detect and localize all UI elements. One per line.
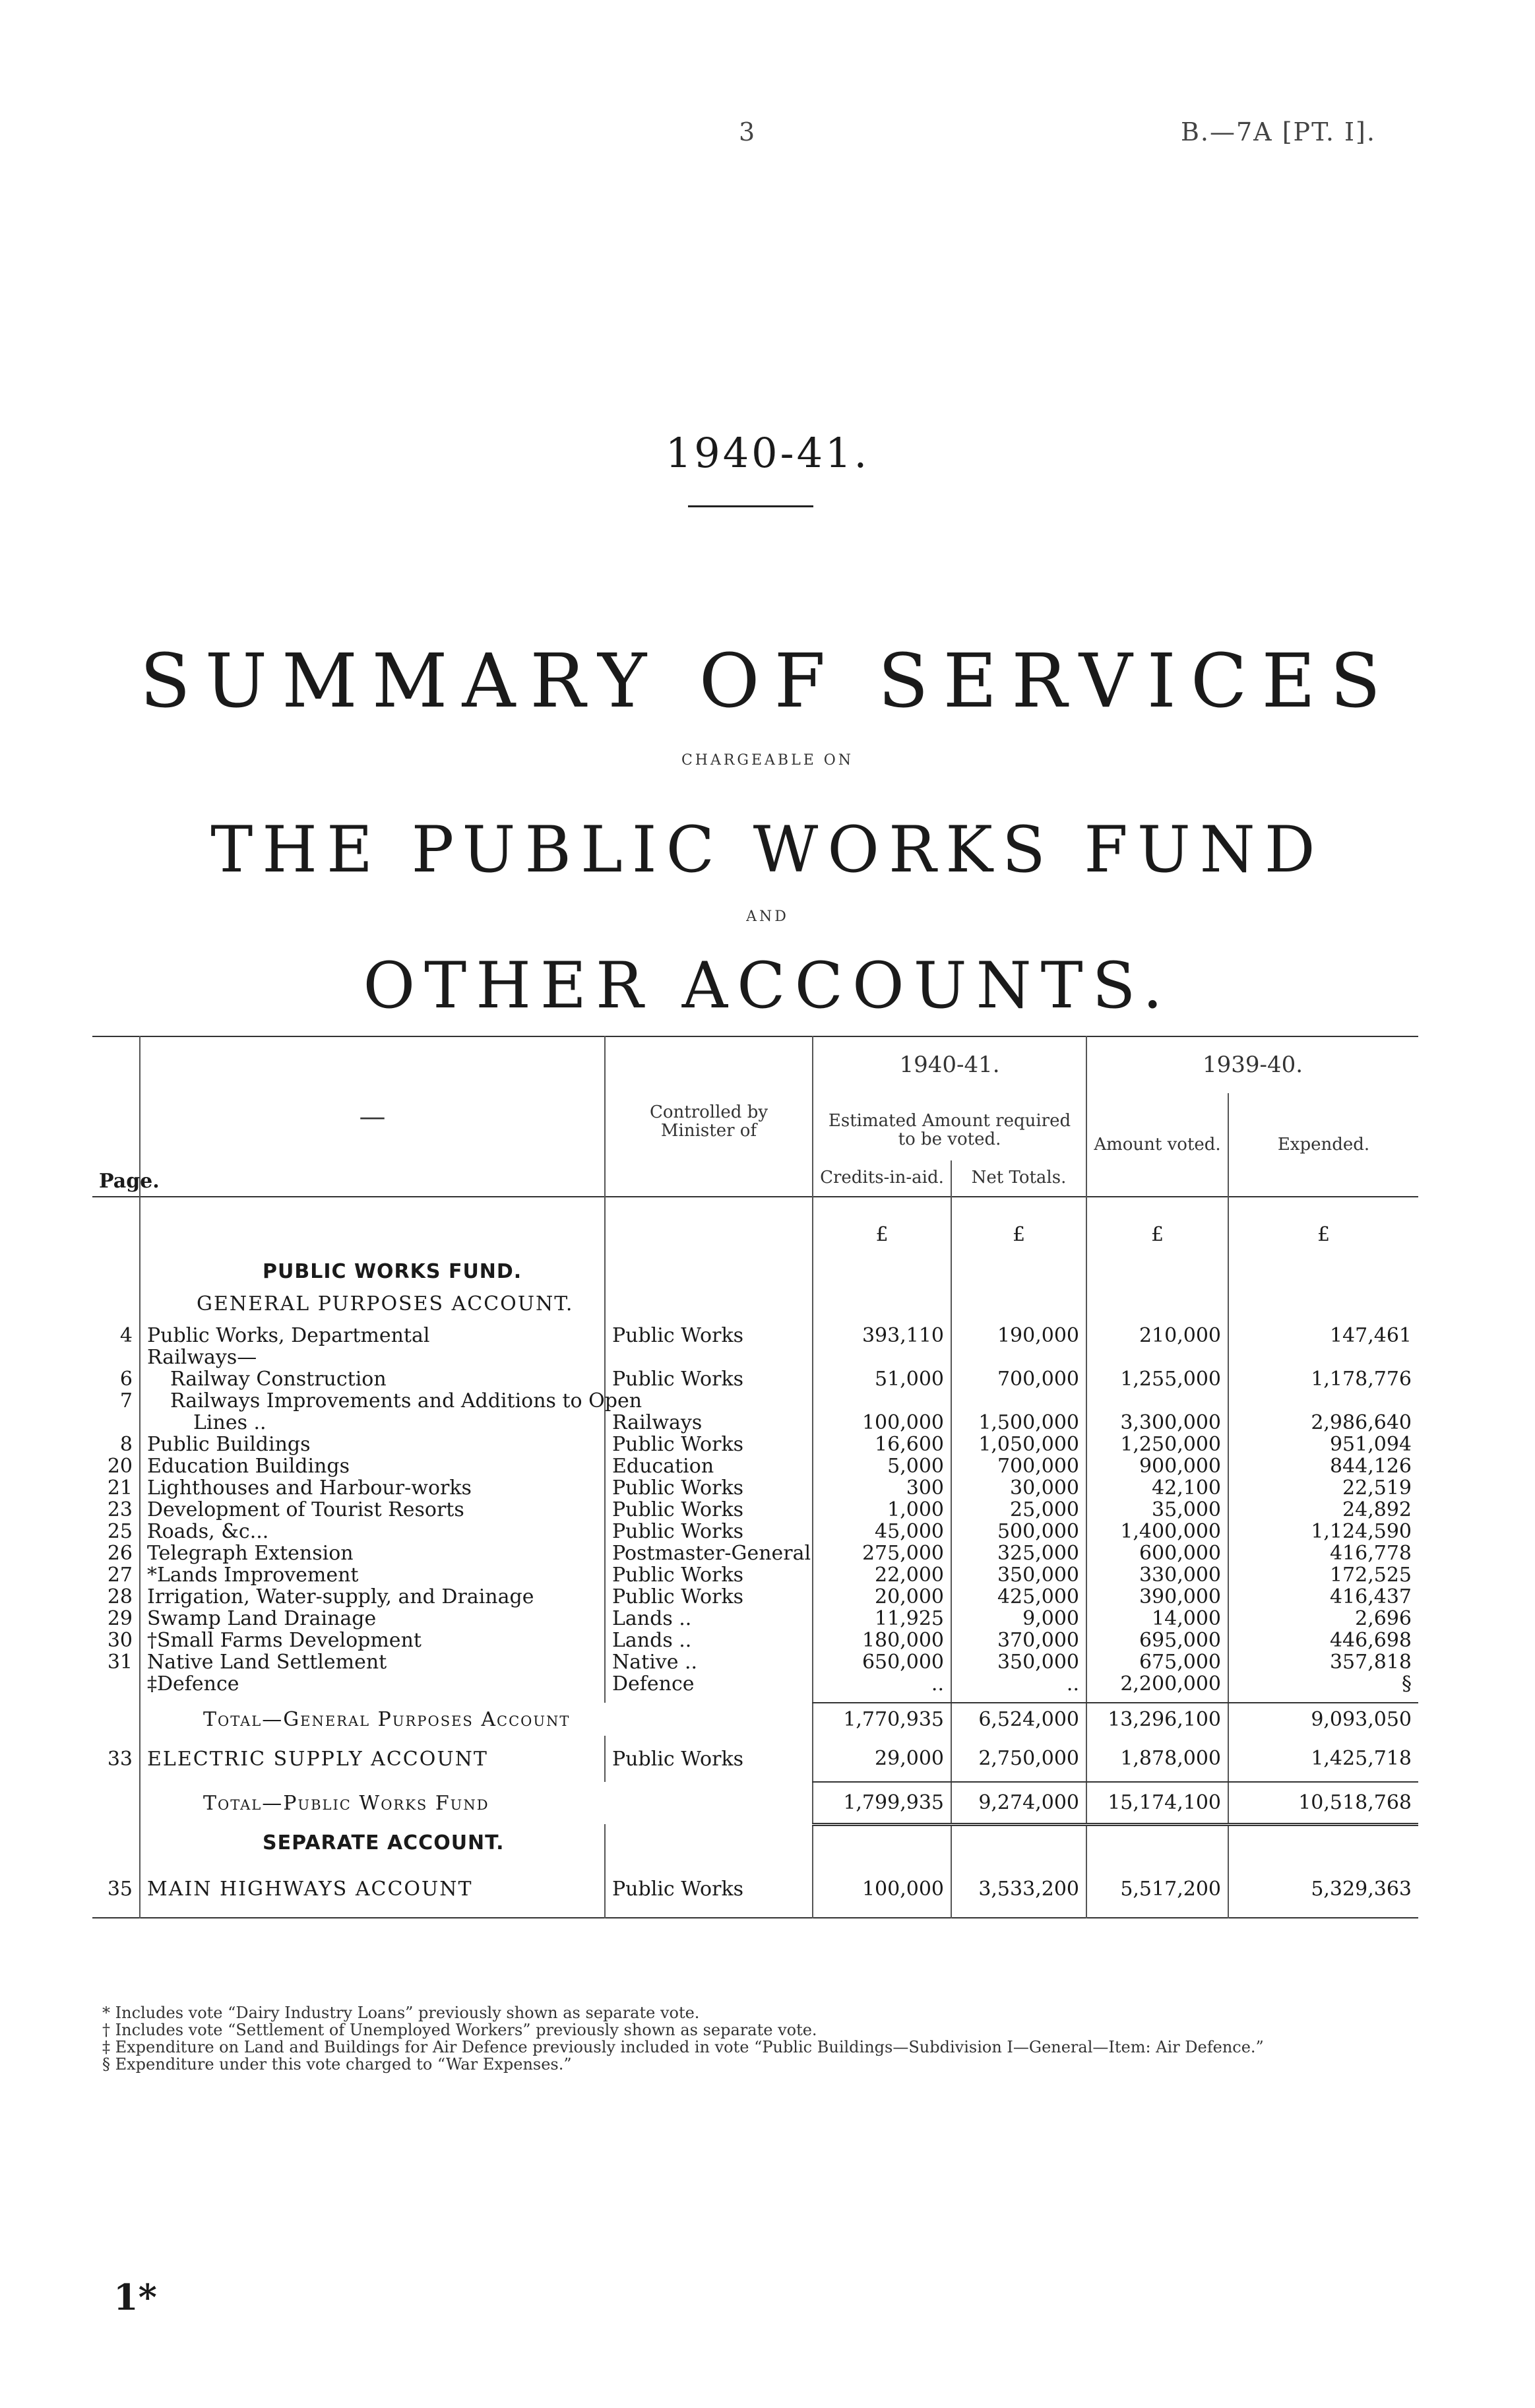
row-net-total: 30,000 (951, 1477, 1086, 1499)
row-minister: Public Works (605, 1434, 813, 1455)
table-row (92, 1477, 1418, 1499)
row-credits: 5,000 (813, 1455, 951, 1477)
row-credits: .. (813, 1673, 951, 1695)
total-gpa-credits: 1,770,935 (813, 1703, 951, 1736)
footnotes (102, 2004, 1408, 2073)
row-net-total: 9,000 (951, 1608, 1086, 1630)
row-net-total: 350,000 (951, 1564, 1086, 1586)
row-minister: Education (605, 1455, 813, 1477)
row-credits: 300 (813, 1477, 951, 1499)
row-page: 30 (107, 1629, 133, 1652)
row-credits: 393,110 (813, 1325, 951, 1347)
row-minister: Lands .. (605, 1608, 813, 1630)
row-net-total: 1,500,000 (951, 1412, 1086, 1434)
row-expended: 446,698 (1228, 1630, 1418, 1651)
highways-minister: Public Works (605, 1861, 813, 1918)
row-expended: 357,818 (1228, 1651, 1418, 1673)
row-net-total: 425,000 (951, 1586, 1086, 1608)
services-table (92, 1036, 1418, 1918)
row-amount-voted: 2,200,000 (1086, 1673, 1228, 1695)
row-minister: Railways (605, 1412, 813, 1434)
title-year: 1940-41. (665, 429, 870, 477)
row-net-total: 325,000 (951, 1542, 1086, 1564)
row-net-total (951, 1347, 1086, 1368)
row-service: Lines .. (140, 1412, 605, 1434)
row-credits: 11,925 (813, 1608, 951, 1630)
row-service: Native Land Settlement (140, 1651, 605, 1673)
title-summary: SUMMARY OF SERVICES (139, 639, 1396, 724)
highways-credits: 100,000 (813, 1861, 951, 1918)
row-credits (813, 1390, 951, 1412)
row-page: 6 (119, 1368, 133, 1391)
row-amount-voted: 390,000 (1086, 1586, 1228, 1608)
row-expended: 1,124,590 (1228, 1521, 1418, 1542)
row-service: Public Works, Departmental (140, 1325, 605, 1347)
currency-expended: £ (1228, 1197, 1418, 1246)
header-service: — (140, 1036, 605, 1197)
row-expended: 24,892 (1228, 1499, 1418, 1521)
row-service: Swamp Land Drainage (140, 1608, 605, 1630)
row-net-total (951, 1390, 1086, 1412)
electric-supply-row (92, 1736, 1418, 1782)
row-expended: 147,461 (1228, 1325, 1418, 1347)
row-amount-voted (1086, 1390, 1228, 1412)
row-amount-voted: 1,255,000 (1086, 1368, 1228, 1390)
table-row (92, 1608, 1418, 1630)
main-highways-row (92, 1861, 1418, 1918)
row-credits: 20,000 (813, 1586, 951, 1608)
row-minister: Defence (605, 1673, 813, 1695)
table-row (92, 1347, 1418, 1368)
page-number: 3 (739, 117, 757, 146)
footnote-4: § Expenditure under this vote charged to “War Expenses.” (102, 2055, 572, 2074)
row-expended: 2,986,640 (1228, 1412, 1418, 1434)
row-service: *Lands Improvement (140, 1564, 605, 1586)
title-accounts: OTHER ACCOUNTS. (363, 949, 1172, 1023)
row-net-total: 350,000 (951, 1651, 1086, 1673)
total-pwf-expended: 10,518,768 (1228, 1782, 1418, 1824)
highways-page: 35 (107, 1878, 133, 1901)
row-minister: Public Works (605, 1499, 813, 1521)
row-page (92, 1412, 140, 1434)
row-page (92, 1347, 140, 1368)
row-expended (1228, 1347, 1418, 1368)
row-amount-voted: 695,000 (1086, 1630, 1228, 1651)
row-amount-voted (1086, 1347, 1228, 1368)
electric-minister: Public Works (605, 1736, 813, 1782)
row-expended: § (1228, 1673, 1418, 1695)
row-net-total: 700,000 (951, 1455, 1086, 1477)
row-minister: Public Works (605, 1521, 813, 1542)
header-minister: Controlled by Minister of (605, 1036, 813, 1197)
total-pwf-voted: 15,174,100 (1086, 1782, 1228, 1824)
row-amount-voted: 210,000 (1086, 1325, 1228, 1347)
row-credits (813, 1347, 951, 1368)
row-expended: 416,437 (1228, 1586, 1418, 1608)
row-page: 28 (107, 1585, 133, 1608)
total-gpa-voted: 13,296,100 (1086, 1703, 1228, 1736)
footnote-3: ‡ Expenditure on Land and Buildings for Air Defence previously included in vote “Public Buildings—Subdivision I—General—Item: Air Defence.” (102, 2038, 1264, 2056)
row-amount-voted: 1,250,000 (1086, 1434, 1228, 1455)
row-page: 21 (107, 1476, 133, 1500)
row-amount-voted: 1,400,000 (1086, 1521, 1228, 1542)
total-gpa-label: Total—General Purposes Account (203, 1707, 571, 1731)
currency-net: £ (951, 1197, 1086, 1246)
table-row (92, 1499, 1418, 1521)
header-amount-voted: Amount voted. (1086, 1093, 1228, 1197)
row-credits: 16,600 (813, 1434, 951, 1455)
row-expended: 416,778 (1228, 1542, 1418, 1564)
row-amount-voted: 675,000 (1086, 1651, 1228, 1673)
row-service: Railway Construction (140, 1368, 605, 1390)
highways-service: MAIN HIGHWAYS ACCOUNT (140, 1861, 605, 1918)
row-expended: 844,126 (1228, 1455, 1418, 1477)
row-service: Railways Improvements and Additions to Open (140, 1390, 605, 1412)
highways-voted: 5,517,200 (1086, 1861, 1228, 1918)
highways-net: 3,533,200 (951, 1861, 1086, 1918)
row-service: ‡Defence (140, 1673, 605, 1695)
row-expended: 2,696 (1228, 1608, 1418, 1630)
general-purposes-rows (92, 1325, 1418, 1695)
row-credits: 1,000 (813, 1499, 951, 1521)
title-rule (688, 505, 813, 507)
title-fund: THE PUBLIC WORKS FUND (210, 813, 1325, 887)
total-pwf-net: 9,274,000 (951, 1782, 1086, 1824)
row-minister (605, 1347, 813, 1368)
row-amount-voted: 35,000 (1086, 1499, 1228, 1521)
row-expended: 22,519 (1228, 1477, 1418, 1499)
table-row (92, 1542, 1418, 1564)
row-net-total: 370,000 (951, 1630, 1086, 1651)
currency-voted: £ (1086, 1197, 1228, 1246)
electric-net: 2,750,000 (951, 1736, 1086, 1782)
row-page: 29 (107, 1607, 133, 1630)
total-gpa-expended: 9,093,050 (1228, 1703, 1418, 1736)
row-service: Education Buildings (140, 1455, 605, 1477)
footnote-2: † Includes vote “Settlement of Unemployed Workers” previously shown as separate vote. (102, 2021, 817, 2039)
row-minister: Public Works (605, 1477, 813, 1499)
table-row (92, 1521, 1418, 1542)
table-row (92, 1390, 1418, 1412)
row-minister: Public Works (605, 1564, 813, 1586)
total-general-purposes-row (92, 1703, 1418, 1736)
row-credits: 650,000 (813, 1651, 951, 1673)
row-expended (1228, 1390, 1418, 1412)
row-service: Telegraph Extension (140, 1542, 605, 1564)
table-row (92, 1673, 1418, 1695)
row-amount-voted: 600,000 (1086, 1542, 1228, 1564)
row-page: 25 (107, 1520, 133, 1543)
row-credits: 45,000 (813, 1521, 951, 1542)
row-service: Public Buildings (140, 1434, 605, 1455)
header-credits: Credits-in-aid. (813, 1160, 951, 1197)
table-row (92, 1455, 1418, 1477)
row-net-total: 700,000 (951, 1368, 1086, 1390)
row-page: 7 (119, 1389, 133, 1412)
total-pwf-label: Total—Public Works Fund (203, 1791, 489, 1815)
title-and: AND (746, 908, 789, 925)
currency-credits: £ (813, 1197, 951, 1246)
section-public-works-fund: PUBLIC WORKS FUND. (263, 1260, 522, 1283)
row-page: 31 (107, 1651, 133, 1674)
table-row (92, 1368, 1418, 1390)
electric-voted: 1,878,000 (1086, 1736, 1228, 1782)
row-amount-voted: 330,000 (1086, 1564, 1228, 1586)
table-row (92, 1651, 1418, 1673)
row-page: 23 (107, 1498, 133, 1521)
table-row (92, 1630, 1418, 1651)
row-minister: Postmaster-General (605, 1542, 813, 1564)
electric-service: ELECTRIC SUPPLY ACCOUNT (140, 1736, 605, 1782)
header-year-prev: 1939-40. (1086, 1036, 1418, 1093)
row-amount-voted: 3,300,000 (1086, 1412, 1228, 1434)
table-row (92, 1325, 1418, 1347)
electric-expended: 1,425,718 (1228, 1736, 1418, 1782)
row-amount-voted: 900,000 (1086, 1455, 1228, 1477)
row-net-total: 25,000 (951, 1499, 1086, 1521)
table-row (92, 1564, 1418, 1586)
row-service: Irrigation, Water-supply, and Drainage (140, 1586, 605, 1608)
row-page: 26 (107, 1542, 133, 1565)
total-public-works-fund-row (92, 1782, 1418, 1824)
header-year-current: 1940-41. (813, 1036, 1086, 1093)
row-minister: Public Works (605, 1368, 813, 1390)
row-minister: Public Works (605, 1586, 813, 1608)
header-net-totals: Net Totals. (951, 1160, 1086, 1197)
header-expended: Expended. (1228, 1093, 1418, 1197)
row-net-total: 500,000 (951, 1521, 1086, 1542)
row-expended: 1,178,776 (1228, 1368, 1418, 1390)
row-credits: 51,000 (813, 1368, 951, 1390)
section-separate-account: SEPARATE ACCOUNT. (263, 1831, 505, 1854)
row-page: 27 (107, 1564, 133, 1587)
electric-page: 33 (107, 1747, 133, 1771)
row-minister: Native .. (605, 1651, 813, 1673)
row-minister: Lands .. (605, 1630, 813, 1651)
row-service: Development of Tourist Resorts (140, 1499, 605, 1521)
section-general-purposes: GENERAL PURPOSES ACCOUNT. (140, 1283, 605, 1325)
row-service: Railways— (140, 1347, 605, 1368)
row-page (92, 1673, 140, 1695)
row-amount-voted: 42,100 (1086, 1477, 1228, 1499)
highways-expended: 5,329,363 (1228, 1861, 1418, 1918)
row-page: 4 (119, 1324, 133, 1347)
row-minister: Public Works (605, 1325, 813, 1347)
row-net-total: 1,050,000 (951, 1434, 1086, 1455)
row-service: †Small Farms Development (140, 1630, 605, 1651)
page-mark: 1* (113, 2276, 157, 2318)
row-amount-voted: 14,000 (1086, 1608, 1228, 1630)
row-net-total: .. (951, 1673, 1086, 1695)
table-row (92, 1412, 1418, 1434)
row-credits: 275,000 (813, 1542, 951, 1564)
row-credits: 100,000 (813, 1412, 951, 1434)
total-pwf-credits: 1,799,935 (813, 1782, 951, 1824)
row-page: 8 (119, 1433, 133, 1456)
title-chargeable: CHARGEABLE ON (681, 752, 854, 769)
row-credits: 22,000 (813, 1564, 951, 1586)
row-page: 20 (107, 1455, 133, 1478)
header-estimated: Estimated Amount required to be voted. (813, 1093, 1086, 1160)
row-service: Lighthouses and Harbour-works (140, 1477, 605, 1499)
table-row (92, 1434, 1418, 1455)
document-reference: B.—7A [PT. I]. (1181, 117, 1376, 146)
table-row (92, 1586, 1418, 1608)
electric-credits: 29,000 (813, 1736, 951, 1782)
total-gpa-net: 6,524,000 (951, 1703, 1086, 1736)
footnote-1: * Includes vote “Dairy Industry Loans” previously shown as separate vote. (102, 2004, 700, 2022)
row-expended: 172,525 (1228, 1564, 1418, 1586)
row-net-total: 190,000 (951, 1325, 1086, 1347)
row-credits: 180,000 (813, 1630, 951, 1651)
row-service: Roads, &c... (140, 1521, 605, 1542)
row-expended: 951,094 (1228, 1434, 1418, 1455)
header-page: Page. (99, 1170, 160, 1193)
